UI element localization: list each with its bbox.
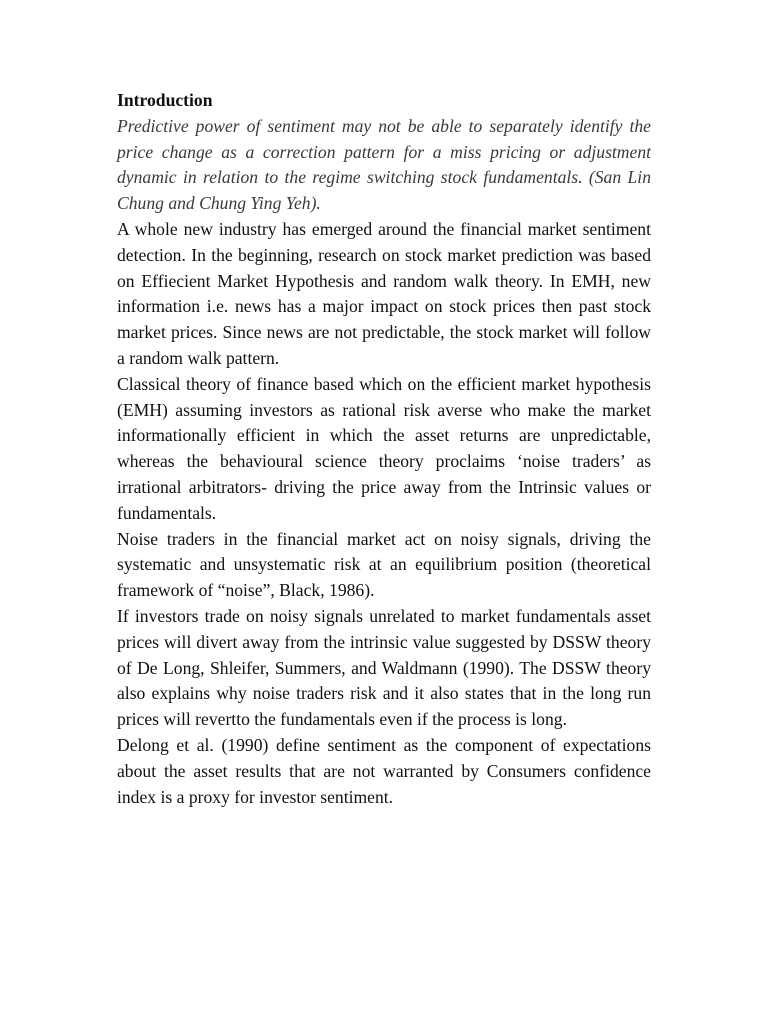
paragraph-dssw-theory: If investors trade on noisy signals unrelated to market fundamentals asset prices will divert away from the intrinsic value suggested by DSSW theory of De Long, Shleifer, Summers, and Waldmann (1990). The DSSW theory also explains why noise traders risk and it also states that in the long run prices will revertto the fundamentals even if the process is long. <box>117 605 651 730</box>
paragraph-noise-traders: Noise traders in the financial market act on noisy signals, driving the systematic and unsystematic risk at an equilibrium position (theoretical framework of “noise”, Black, 1986). <box>117 528 651 601</box>
paragraph-efficient-market: A whole new industry has emerged around the financial market sentiment detection. In the beginning, research on stock market prediction was based on Effiecient Market Hypothesis and random walk theory. In EMH, new information i.e. news has a major impact on stock prices then past stock market prices. Since news are not predictable, the stock market will follow a random walk pattern. <box>117 218 651 368</box>
paragraph-sentiment-definition: Delong et al. (1990) define sentiment as the component of expectations about the asset results that are not warranted by Consumers confidence index is a proxy for investor sentiment. <box>117 734 651 807</box>
epigraph-quote: Predictive power of sentiment may not be able to separately identify the price change as a correction pattern for a miss pricing or adjustment dynamic in relation to the regime switching stock fundamentals. (San Lin Chung and Chung Ying Yeh). <box>117 115 651 214</box>
document-page <box>117 88 651 810</box>
section-heading: Introduction <box>117 90 213 110</box>
paragraph-classical-theory: Classical theory of finance based which on the efficient market hypothesis (EMH) assuming investors as rational risk averse who make the market informationally efficient in which the asset returns are unpredictable, whereas the behavioural science theory proclaims ‘noise traders’ as irrational arbitrators- driving the price away from the Intrinsic values or fundamentals. <box>117 373 651 523</box>
